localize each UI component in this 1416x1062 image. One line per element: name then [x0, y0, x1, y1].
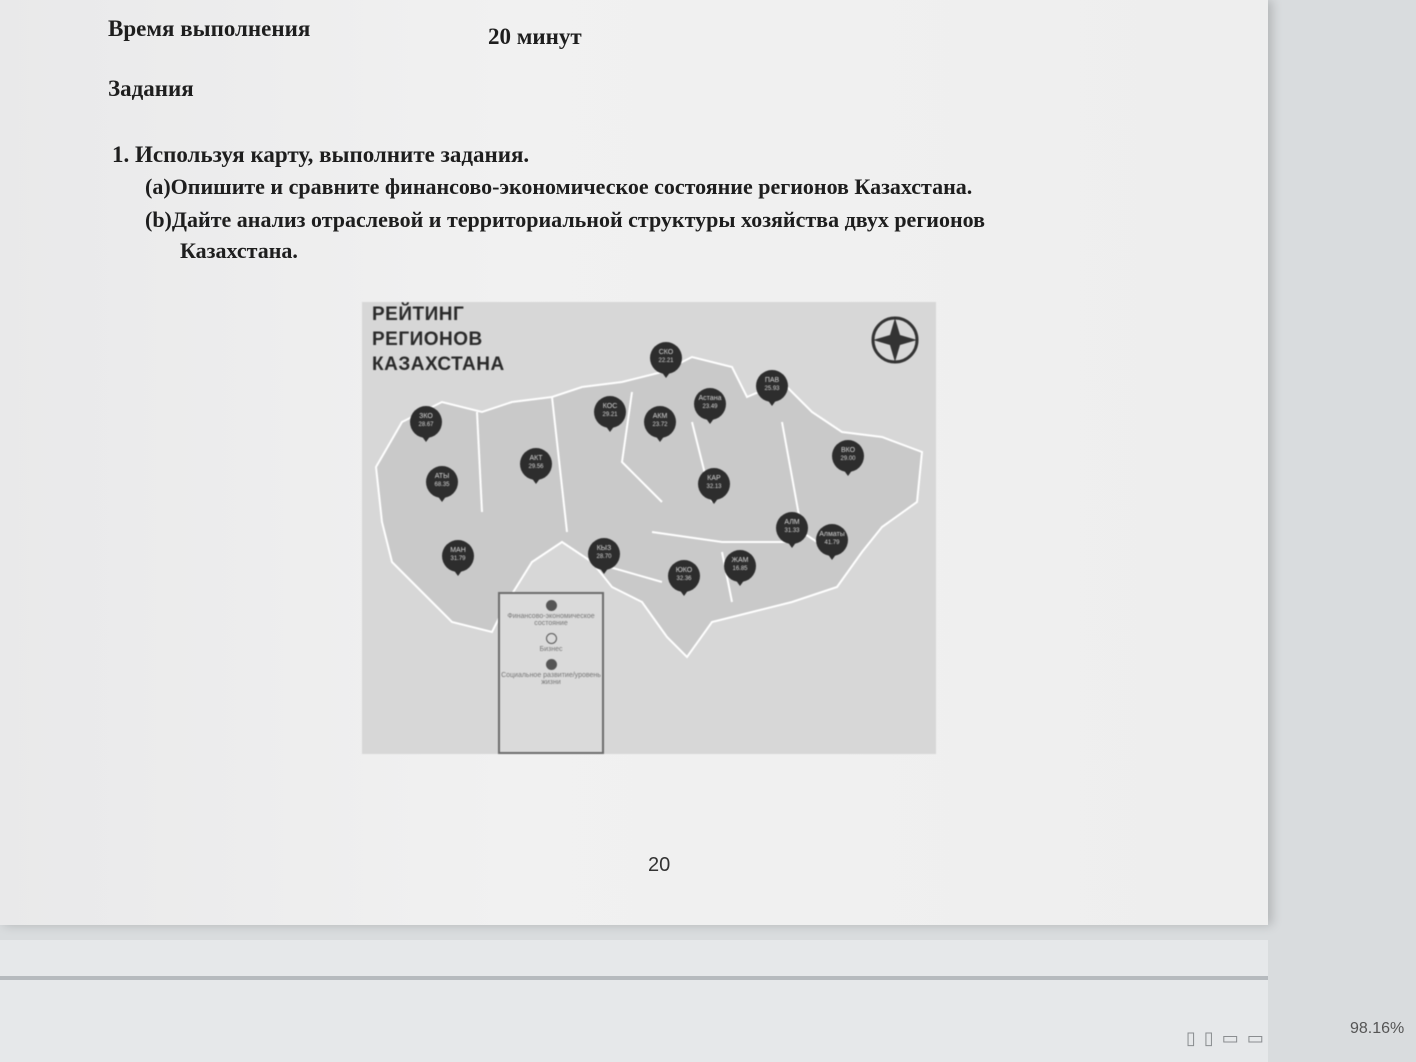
view-mode-icons[interactable]: ▯▯▭▭ [1186, 1028, 1272, 1049]
task-1b: (b)Дайте анализ отраслевой и территориальной структуры хозяйства двух регионов [145, 207, 985, 232]
region-marker-alm: АЛМ 31.33 [776, 512, 808, 544]
time-label: Время выполнения [108, 16, 311, 41]
country-shape [376, 357, 922, 657]
zoom-level[interactable]: 98.16% [1350, 1020, 1405, 1037]
region-marker-kar: КАР 32.13 [698, 468, 730, 500]
map-title-line-3: КАЗАХСТАНА [372, 354, 505, 375]
task-1a: (a)Опишите и сравните финансово-экономическое состояние регионов Казахстана. [145, 174, 973, 199]
region-marker-pav: ПАВ 25.93 [756, 370, 788, 402]
page-number: 20 [648, 854, 671, 876]
legend-social-label: Социальное развитие/уровень жизни [501, 672, 601, 686]
region-marker-akm: АКМ 23.72 [644, 406, 676, 438]
task-1: 1. Используя карту, выполните задания. [112, 142, 530, 167]
region-marker-kyz: КЫЗ 28.70 [588, 538, 620, 570]
region-marker-vko: ВКО 29.00 [832, 440, 864, 472]
legend-social-symbol [546, 659, 557, 670]
region-marker-kos: КОС 29.21 [594, 396, 626, 428]
map-title-line-1: РЕЙТИНГ [372, 304, 465, 325]
legend-business-label: Бизнес [539, 646, 563, 653]
region-marker-sko: СКО 22.21 [650, 342, 682, 374]
region-marker-almaty: Алматы 41.79 [816, 524, 848, 556]
legend-business-symbol [546, 633, 557, 644]
region-marker-zham: ЖАМ 16.85 [724, 550, 756, 582]
map-legend [498, 592, 604, 754]
map-title-line-2: РЕГИОНОВ [372, 329, 483, 350]
legend-finance-symbol [546, 600, 557, 611]
tasks-heading: Задания [108, 76, 194, 101]
time-value: 20 минут [488, 24, 582, 49]
region-marker-akt: АКТ 29.56 [520, 448, 552, 480]
page-divider [0, 976, 1268, 980]
legend-finance-label: Финансово-экономическое состояние [507, 613, 595, 627]
region-marker-astana: Астана 23.49 [694, 388, 726, 420]
region-marker-aty: АТЫ 68.35 [426, 466, 458, 498]
next-page-edge [0, 940, 1268, 1062]
kazakhstan-regions-map [362, 302, 936, 754]
task-1b-continued: Казахстана. [180, 238, 298, 263]
region-marker-zko: ЗКО 28.67 [410, 406, 442, 438]
region-marker-yuko: ЮКО 32.36 [668, 560, 700, 592]
region-marker-man: МАН 31.79 [442, 540, 474, 572]
